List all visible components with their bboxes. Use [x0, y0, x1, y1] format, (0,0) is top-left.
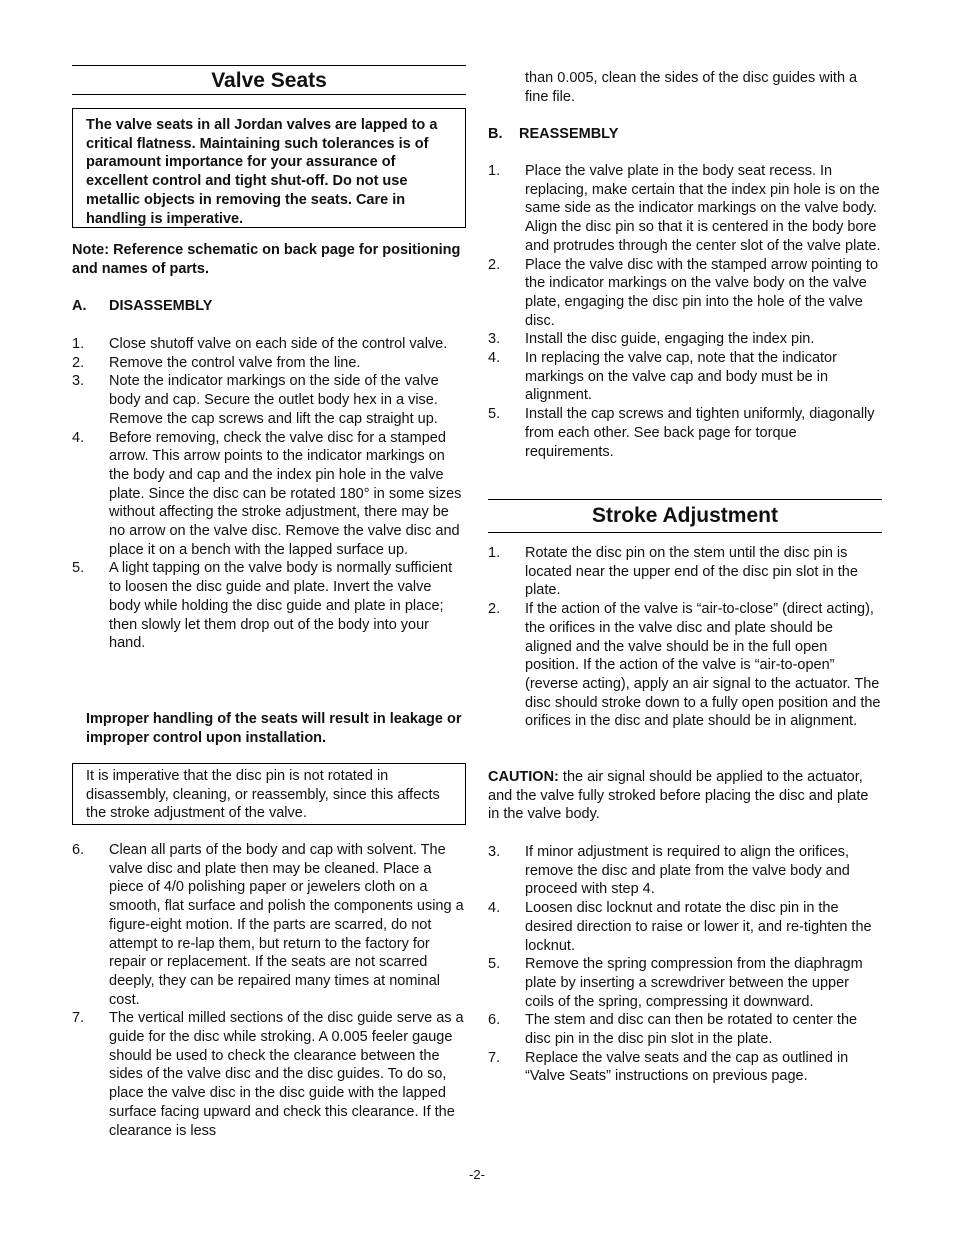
stroke-adjustment-list-b [488, 843, 882, 1086]
reference-note: Note: Reference schematic on back page for positioning and names of parts. [72, 242, 461, 277]
list-item [488, 349, 882, 405]
list-item-number: 3. [488, 331, 501, 348]
disassembly-list [72, 335, 466, 653]
list-item [488, 405, 882, 461]
list-item-number: 4. [488, 900, 501, 917]
improper-handling-warning: Improper handling of the seats will result in leakage or improper control upon installation. [86, 711, 462, 746]
list-item [488, 955, 882, 1011]
list-item-number: 5. [72, 560, 85, 577]
stroke-adjustment-heading: Stroke Adjustment [488, 499, 882, 533]
list-item-number: 2. [488, 601, 501, 618]
stroke-adjustment-list-a [488, 544, 882, 731]
list-item-text: Remove the control valve from the line. [109, 354, 361, 371]
list-item [488, 1011, 882, 1048]
list-item-text: The vertical milled sections of the disc guide serve as a guide for the disc while stroking. A 0.005 feeler gauge should be used to check the clearance between the sides of the valve disc and the disc guides. To do so, place the valve disc in the disc guide with the lapped surface facing upward and check this clearance. If the clearance is less [109, 1010, 464, 1139]
list-item [488, 600, 882, 731]
list-item-text: Replace the valve seats and the cap as outlined in “Valve Seats” instructions on previous page. [525, 1049, 849, 1085]
list-item [72, 559, 466, 653]
list-item-text: In replacing the valve cap, note that the indicator markings on the valve cap and body must be in alignment. [525, 350, 837, 404]
list-item [72, 335, 466, 354]
list-item-text: Before removing, check the valve disc for a stamped arrow. This arrow points to the indicator markings on the body and cap and the index pin hole in the valve plate. Since the disc can be rotated 180° in some sizes without affecting the stroke adjustment, there may be no arrow on the valve disc. Remove the valve disc and place it on a bench with the lapped surface up. [109, 429, 462, 558]
list-item-text: Note the indicator markings on the side of the valve body and cap. Secure the outlet body hex in a vise. Remove the cap screws and lift the cap straight up. [109, 373, 439, 427]
list-item [488, 330, 882, 349]
list-item [488, 256, 882, 331]
valve-seats-notice-box: The valve seats in all Jordan valves are lapped to a critical flatness. Maintaining such tolerances is of paramount importance for your assurance of excellent control and tight shut-off. Do not use metallic objects in removing the seats. Care in handling is imperative. [72, 108, 466, 228]
section-letter: B. [488, 126, 503, 142]
list-item-number: 5. [488, 406, 501, 423]
reassembly-list [488, 162, 882, 461]
list-item [488, 544, 882, 600]
cleaning-list [72, 841, 466, 1140]
list-item [488, 843, 882, 899]
list-item-text: Remove the spring compression from the diaphragm plate by inserting a screwdriver between the upper coils of the spring, compressing it downward. [525, 956, 863, 1010]
list-item-number: 4. [72, 429, 85, 446]
list-item-text: Install the cap screws and tighten uniformly, diagonally from each other. See back page for torque requirements. [525, 406, 875, 460]
list-item-text: Clean all parts of the body and cap with solvent. The valve disc and plate then may be cleaned. Place a piece of 4/0 polishing paper or jewelers cloth on a smooth, flat surface and polish the components using a figure-eight motion. If the parts are scarred, do not attempt to re-lap them, but return to the factory for repair or replacement. If the seats are not scarred deeply, they can be repaired many times at nominal cost. [109, 842, 464, 1008]
valve-seats-heading: Valve Seats [72, 65, 466, 95]
list-item-number: 4. [488, 350, 501, 367]
reassembly-heading [488, 125, 882, 144]
list-item [72, 429, 466, 560]
disc-pin-notice-box: It is imperative that the disc pin is not rotated in disassembly, cleaning, or reassembly, since this affects the stroke adjustment of the valve. [72, 763, 466, 825]
list-item-number: 2. [488, 256, 501, 273]
list-item-number: 7. [488, 1049, 501, 1066]
caution-label: CAUTION: [488, 769, 559, 785]
section-letter: A. [72, 298, 87, 314]
list-item [72, 841, 466, 1009]
list-item-number: 1. [488, 163, 501, 179]
list-item [488, 162, 882, 256]
list-item-number: 6. [488, 1012, 501, 1029]
list-item-number: 1. [488, 545, 501, 561]
continued-text: than 0.005, clean the sides of the disc guides with a fine file. [525, 70, 858, 105]
list-item-text: If minor adjustment is required to align the orifices, remove the disc and plate from the valve body and proceed with step 4. [525, 844, 850, 898]
list-item-number: 3. [72, 373, 85, 390]
list-item-number: 5. [488, 956, 501, 973]
list-item [72, 372, 466, 428]
list-item-text: If the action of the valve is “air-to-close” (direct acting), the orifices in the valve disc and plate should be aligned and the valve should be in the full open position. If the action of the valve is “air-to-open” (reverse acting), apply an air signal to the actuator. The disc should stroke down to a fully open position and the orifices in the disc and plate should be in alignment. [525, 601, 881, 730]
list-item-number: 3. [488, 844, 501, 860]
list-item [72, 1009, 466, 1140]
list-item-text: Install the disc guide, engaging the index pin. [525, 331, 815, 348]
list-item-number: 7. [72, 1010, 85, 1027]
list-item-text: A light tapping on the valve body is normally sufficient to loosen the disc guide and plate. Invert the valve body while holding the disc guide and plate in place; then slowly let them drop out of the body into your hand. [109, 560, 453, 652]
list-item-text: Place the valve plate in the body seat recess. In replacing, make certain that the index pin hole is on the same side as the indicator markings on the valve body. Align the disc pin so that it is centered in the body bore and protrudes through the center slot of the valve plate. [525, 163, 881, 254]
list-item-text: Rotate the disc pin on the stem until the disc pin is located near the upper end of the disc pin slot in the plate. [525, 545, 858, 599]
list-item-number: 1. [72, 336, 85, 352]
list-item-text: Place the valve disc with the stamped arrow pointing to the indicator markings on the valve body on the valve plate, engaging the disc pin into the hole of the valve disc. [525, 256, 879, 329]
caution-text: the air signal should be applied to the actuator, and the valve fully stroked before placing the disc and plate in the valve body. [488, 769, 869, 823]
list-item [488, 1049, 882, 1086]
disassembly-heading [72, 297, 466, 316]
section-label: REASSEMBLY [519, 126, 619, 142]
page-number: -2- [469, 1167, 485, 1182]
caution-paragraph [488, 768, 882, 824]
list-item-text: The stem and disc can then be rotated to center the disc pin in the disc pin slot in the plate. [525, 1012, 858, 1048]
list-item-text: Loosen disc locknut and rotate the disc pin in the desired direction to raise or lower it, and re-tighten the locknut. [525, 900, 872, 954]
list-item [488, 899, 882, 955]
list-item-number: 2. [72, 354, 85, 371]
list-item-number: 6. [72, 842, 85, 858]
list-item-text: Close shutoff valve on each side of the control valve. [109, 336, 448, 352]
section-label: DISASSEMBLY [109, 298, 213, 314]
list-item [72, 354, 466, 373]
